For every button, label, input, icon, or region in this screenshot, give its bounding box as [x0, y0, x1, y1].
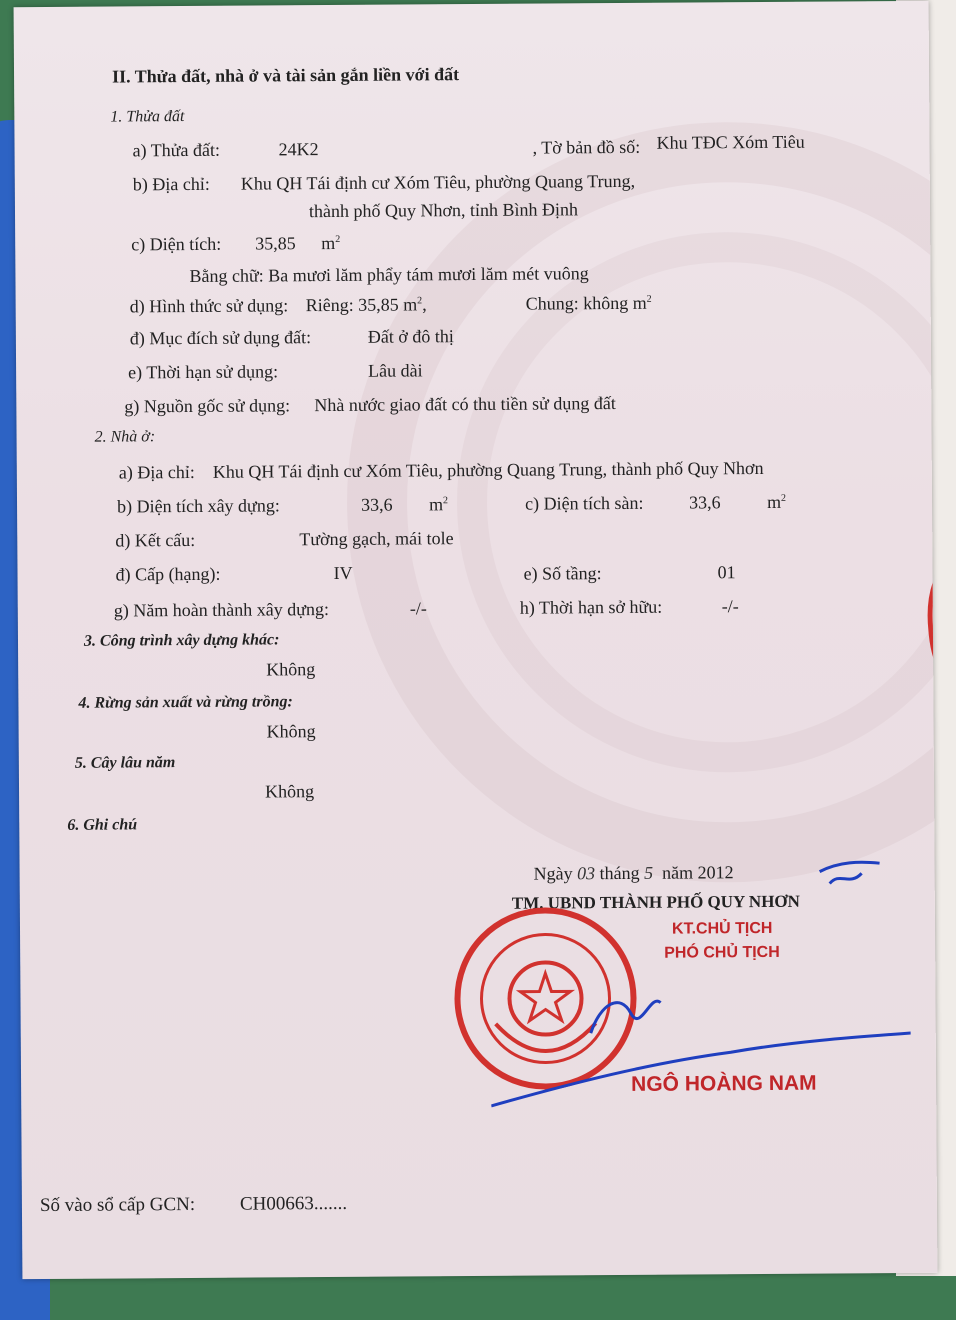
signoff-date: Ngày 03 tháng 5 năm 2012 — [533, 862, 734, 884]
area-unit: $m^2$ — [321, 232, 341, 254]
shared-use-value: Chung: không $m^2$ — [525, 292, 652, 314]
authority-name: TM. UBND THÀNH PHỐ QUY NHƠN — [511, 891, 800, 913]
term-value: Lâu dài — [368, 360, 423, 381]
year-built-label: g) Năm hoàn thành xây dựng: — [113, 599, 330, 621]
forest-heading: 4. Rừng sản xuất và rừng trồng: — [78, 693, 293, 712]
perennial-value: Không — [264, 781, 315, 802]
parcel-label: a) Thửa đất: — [132, 139, 221, 161]
private-use-value: Riêng: 35,85 $m^2$, — [305, 294, 427, 316]
grade-label: đ) Cấp (hạng): — [115, 563, 221, 585]
floors-label: e) Số tầng: — [523, 563, 602, 584]
land-address-line1: Khu QH Tái định cư Xóm Tiêu, phường Quang Trung, — [240, 170, 636, 194]
floor-area-unit: $m^2$ — [766, 491, 787, 512]
grade-value: IV — [333, 562, 353, 583]
signature-mark — [489, 841, 911, 1124]
signer-name: NGÔ HOÀNG NAM — [631, 1071, 817, 1096]
map-value: Khu TĐC Xóm Tiêu — [656, 131, 805, 153]
map-label: , Tờ bản đồ số: — [532, 136, 641, 158]
use-form-label: d) Hình thức sử dụng: — [129, 295, 289, 317]
gcn-label: Số vào sổ cấp GCN: — [39, 1193, 196, 1217]
other-works-value: Không — [266, 659, 316, 680]
term-label: e) Thời hạn sử dụng: — [128, 361, 279, 383]
role-line2: PHÓ CHỦ TỊCH — [664, 943, 780, 962]
build-area-unit: $m^2$ — [428, 494, 449, 515]
section-title: II. Thửa đất, nhà ở và tài sản gắn liền với đất — [111, 64, 460, 87]
land-address-label: b) Địa chỉ: — [132, 173, 210, 195]
area-value: 35,85 — [255, 233, 296, 254]
ownership-term-label: h) Thời hạn sở hữu: — [519, 596, 663, 618]
build-area-label: b) Diện tích xây dựng: — [116, 495, 280, 517]
floor-area-value: 33,6 — [688, 492, 721, 513]
house-address-value: Khu QH Tái định cư Xóm Tiêu, phường Quang Trung, thành phố Quy Nhơn — [212, 457, 764, 482]
purpose-value: Đất ở đô thị — [367, 326, 454, 347]
floor-area-label: c) Diện tích sàn: — [524, 492, 644, 514]
perennial-heading: 5. Cây lâu năm — [74, 754, 176, 772]
gcn-number: CH00663....... — [239, 1192, 348, 1215]
structure-value: Tường gạch, mái tole — [299, 528, 454, 550]
house-heading: 2. Nhà ở: — [94, 428, 156, 446]
certificate-page — [14, 1, 938, 1279]
year-built-value: -/- — [409, 598, 427, 619]
floors-value: 01 — [717, 562, 736, 583]
purpose-label: đ) Mục đích sử dụng đất: — [129, 327, 312, 349]
structure-label: d) Kết cấu: — [115, 529, 196, 551]
other-works-heading: 3. Công trình xây dựng khác: — [83, 631, 280, 650]
parcel-value: 24K2 — [278, 139, 319, 160]
land-address-line2: thành phố Quy Nhơn, tỉnh Bình Định — [308, 199, 579, 222]
ownership-term-value: -/- — [721, 596, 739, 617]
forest-value: Không — [266, 721, 316, 742]
notes-heading: 6. Ghi chú — [67, 816, 138, 834]
build-area-value: 33,6 — [360, 494, 393, 515]
area-in-words: Bằng chữ: Ba mươi lăm phẩy tám mươi lăm mét vuông — [189, 263, 589, 286]
land-heading: 1. Thửa đất — [110, 108, 185, 126]
origin-value: Nhà nước giao đất có thu tiền sử dụng đất — [314, 393, 616, 416]
area-label: c) Diện tích: — [131, 233, 222, 255]
role-line1: KT.CHỦ TỊCH — [671, 919, 773, 938]
house-address-label: a) Địa chỉ: — [118, 461, 195, 483]
origin-label: g) Nguồn gốc sử dụng: — [124, 395, 291, 417]
